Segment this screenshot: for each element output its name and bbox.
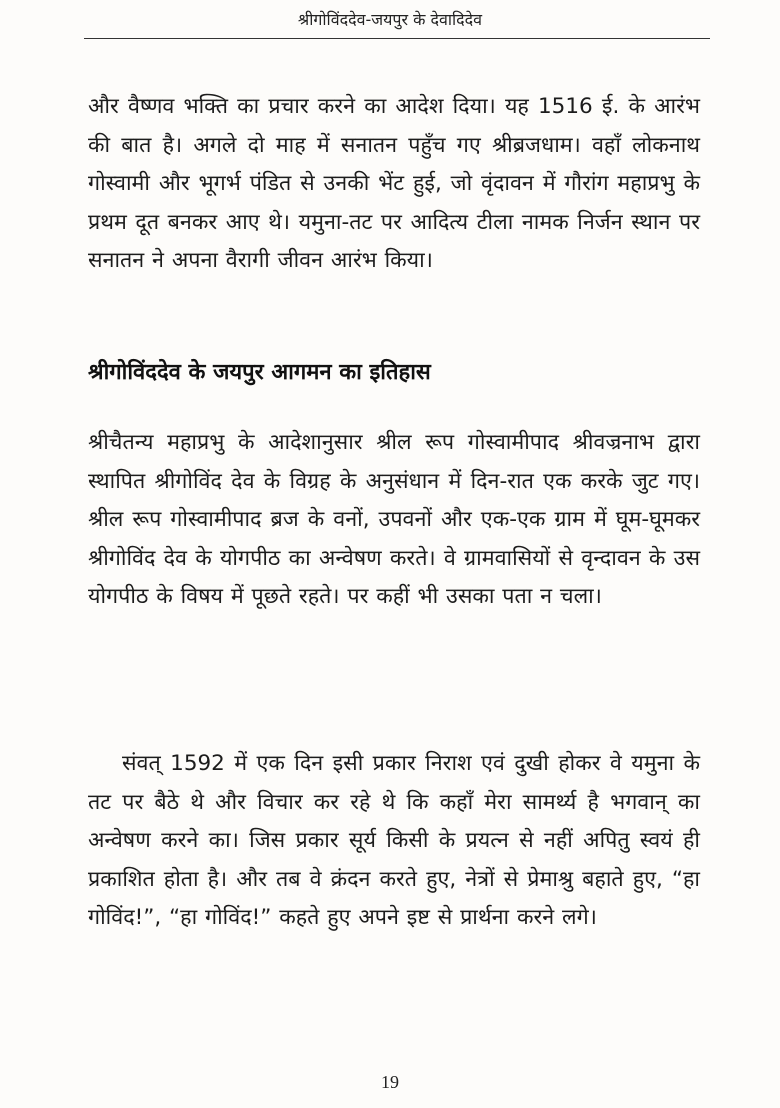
running-header: श्रीगोविंददेव-जयपुर के देवादिदेव [297, 10, 483, 29]
section-heading: श्रीगोविंददेव के जयपुर आगमन का इतिहास [88, 360, 431, 385]
paragraph-3: संवत् 1592 में एक दिन इसी प्रकार निराश एवं दुखी होकर वे यमुना के तट पर बैठे थे और विचार कर रहे थे कि कहाँ मेरा सामर्थ्य है भगवान् का अन्वेषण करने का। जिस प्रकार सूर्य किसी के प्रयत्न से नहीं अपितु स्वयं ही प्रकाशित होता है। और तब वे क्रंदन करते हुए, नेत्रों से प्रेमाश्रु बहाते हुए, “हा गोविंद!”, “हा गोविंद!” कहते हुए अपने इष्ट से प्रार्थना करने लगे। [88, 751, 700, 931]
page-number: 19 [381, 1072, 399, 1092]
header-rule [84, 38, 710, 39]
paragraph-1: और वैष्णव भक्ति का प्रचार करने का आदेश दिया। यह 1516 ई. के आरंभ की बात है। अगले दो माह में सनातन पहुँच गए श्रीब्रजधाम। वहाँ लोकनाथ गोस्वामी और भूगर्भ पंडित से उनकी भेंट हुई, जो वृंदावन में गौरांग महाप्रभु के प्रथम दूत बनकर आए थे। यमुना-तट पर आदित्य टीला नामक निर्जन स्थान पर सनातन ने अपना वैरागी जीवन आरंभ किया। [88, 94, 700, 274]
paragraph-2: श्रीचैतन्य महाप्रभु के आदेशानुसार श्रील रूप गोस्वामीपाद श्रीवज्रनाभ द्वारा स्थापित श्रीगोविंद देव के विग्रह के अनुसंधान में दिन-रात एक करके जुट गए। श्रील रूप गोस्वामीपाद ब्रज के वनों, उपवनों और एक-एक ग्राम में घूम-घूमकर श्रीगोविंद देव के योगपीठ का अन्वेषण करते। वे ग्रामवासियों से वृन्दावन के उस योगपीठ के विषय में पूछते रहते। पर कहीं भी उसका पता न चला। [88, 430, 700, 610]
